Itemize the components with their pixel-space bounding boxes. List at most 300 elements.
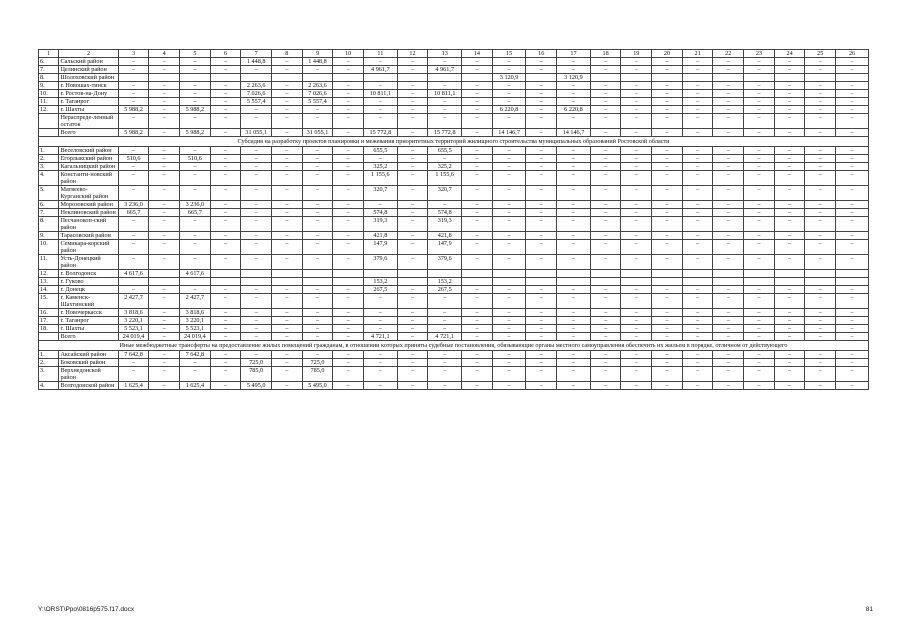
value-cell: – xyxy=(836,325,869,333)
value-cell: – xyxy=(621,129,652,137)
value-cell: 655,5 xyxy=(363,147,397,155)
value-cell: – xyxy=(744,351,775,359)
value-cell: – xyxy=(492,286,526,294)
value-cell: 2 427,7 xyxy=(180,294,211,309)
value-cell: – xyxy=(652,209,683,217)
value-cell: – xyxy=(149,255,180,270)
value-cell: – xyxy=(805,114,836,129)
territory-name: г. Новочеркасск xyxy=(59,309,118,317)
value-cell: 7 026,6 xyxy=(302,90,333,98)
value-cell: 1 155,6 xyxy=(428,171,462,186)
value-cell: – xyxy=(210,359,241,367)
value-cell: – xyxy=(590,155,621,163)
value-cell: 5 988,2 xyxy=(118,106,149,114)
value-cell: – xyxy=(652,90,683,98)
column-number: 19 xyxy=(621,50,652,58)
value-cell: – xyxy=(621,359,652,367)
value-cell: – xyxy=(363,382,397,390)
value-cell: – xyxy=(210,333,241,341)
value-cell: – xyxy=(363,359,397,367)
value-cell xyxy=(180,278,211,286)
value-cell: – xyxy=(272,201,303,209)
value-cell: – xyxy=(333,98,364,106)
territory-name: Сальский район xyxy=(59,58,118,66)
value-cell: – xyxy=(272,367,303,382)
value-cell: – xyxy=(272,186,303,201)
territory-name: г. Новошах-тинск xyxy=(59,82,118,90)
value-cell: 725,0 xyxy=(302,359,333,367)
value-cell: – xyxy=(210,82,241,90)
value-cell: – xyxy=(241,294,272,309)
value-cell: – xyxy=(652,58,683,66)
value-cell: – xyxy=(526,163,557,171)
value-cell: – xyxy=(462,90,493,98)
value-cell: – xyxy=(210,240,241,255)
value-cell: – xyxy=(621,98,652,106)
value-cell: – xyxy=(272,155,303,163)
value-cell: – xyxy=(492,82,526,90)
value-cell: – xyxy=(462,359,493,367)
value-cell: – xyxy=(526,286,557,294)
value-cell: – xyxy=(713,129,744,137)
value-cell: – xyxy=(774,114,805,129)
value-cell: – xyxy=(713,90,744,98)
value-cell: 14 146,7 xyxy=(557,129,591,137)
value-cell: – xyxy=(774,325,805,333)
value-cell: – xyxy=(557,58,591,66)
value-cell: 153,2 xyxy=(428,278,462,286)
value-cell: – xyxy=(805,286,836,294)
value-cell: – xyxy=(428,82,462,90)
territory-name: г. Ростов-на-Дону xyxy=(59,90,118,98)
value-cell: – xyxy=(397,82,428,90)
value-cell: 1 448,8 xyxy=(302,58,333,66)
value-cell xyxy=(272,270,303,278)
value-cell: – xyxy=(652,155,683,163)
column-number: 16 xyxy=(526,50,557,58)
value-cell: – xyxy=(397,325,428,333)
value-cell: – xyxy=(397,286,428,294)
value-cell: – xyxy=(621,171,652,186)
value-cell: – xyxy=(397,98,428,106)
value-cell: – xyxy=(744,58,775,66)
value-cell: – xyxy=(397,66,428,74)
value-cell: – xyxy=(713,325,744,333)
value-cell xyxy=(428,270,462,278)
value-cell: 421,8 xyxy=(428,232,462,240)
value-cell: – xyxy=(557,382,591,390)
value-cell: 665,7 xyxy=(118,209,149,217)
value-cell: – xyxy=(397,317,428,325)
value-cell: – xyxy=(180,217,211,232)
value-cell: – xyxy=(149,209,180,217)
value-cell: 7 026,6 xyxy=(241,90,272,98)
value-cell: 7 642,8 xyxy=(118,351,149,359)
value-cell: – xyxy=(526,114,557,129)
value-cell: – xyxy=(836,286,869,294)
value-cell: – xyxy=(682,129,713,137)
value-cell: – xyxy=(526,82,557,90)
value-cell xyxy=(774,270,805,278)
value-cell: – xyxy=(774,232,805,240)
row-number: 6. xyxy=(39,58,59,66)
value-cell: – xyxy=(836,240,869,255)
value-cell: – xyxy=(652,163,683,171)
value-cell: – xyxy=(272,66,303,74)
value-cell: – xyxy=(805,171,836,186)
value-cell: – xyxy=(118,114,149,129)
value-cell: – xyxy=(180,98,211,106)
value-cell: – xyxy=(149,186,180,201)
value-cell: – xyxy=(526,66,557,74)
value-cell: – xyxy=(713,201,744,209)
row-number: 1. xyxy=(39,351,59,359)
value-cell: – xyxy=(526,325,557,333)
table-row xyxy=(39,367,869,382)
value-cell: – xyxy=(836,66,869,74)
value-cell: – xyxy=(210,286,241,294)
value-cell: – xyxy=(397,163,428,171)
value-cell: – xyxy=(713,66,744,74)
value-cell: – xyxy=(774,82,805,90)
value-cell: – xyxy=(557,147,591,155)
value-cell: – xyxy=(713,171,744,186)
value-cell: – xyxy=(302,232,333,240)
value-cell: – xyxy=(621,186,652,201)
value-cell: – xyxy=(557,98,591,106)
value-cell: – xyxy=(272,333,303,341)
value-cell: – xyxy=(241,255,272,270)
file-path: Y:\ORST\Ppo\0816p575.f17.docx xyxy=(38,606,135,613)
value-cell: – xyxy=(652,82,683,90)
value-cell: – xyxy=(118,163,149,171)
value-cell: – xyxy=(744,367,775,382)
value-cell: – xyxy=(590,232,621,240)
value-cell: – xyxy=(805,240,836,255)
value-cell: 6 220,8 xyxy=(557,106,591,114)
column-number: 4 xyxy=(149,50,180,58)
territory-name: Усть-Донецкий район xyxy=(59,255,118,270)
value-cell: – xyxy=(526,201,557,209)
value-cell: – xyxy=(621,351,652,359)
value-cell: – xyxy=(210,317,241,325)
value-cell: – xyxy=(774,129,805,137)
row-number xyxy=(39,333,59,341)
value-cell: – xyxy=(744,255,775,270)
value-cell xyxy=(302,74,333,82)
value-cell: – xyxy=(744,232,775,240)
value-cell xyxy=(652,278,683,286)
table-row xyxy=(39,270,869,278)
value-cell: – xyxy=(241,217,272,232)
value-cell: – xyxy=(149,367,180,382)
value-cell: – xyxy=(210,58,241,66)
value-cell: – xyxy=(302,217,333,232)
value-cell: – xyxy=(149,294,180,309)
value-cell: – xyxy=(805,155,836,163)
value-cell: – xyxy=(774,255,805,270)
value-cell: – xyxy=(118,240,149,255)
value-cell: – xyxy=(652,382,683,390)
value-cell: – xyxy=(363,106,397,114)
value-cell: – xyxy=(652,317,683,325)
value-cell: – xyxy=(241,155,272,163)
table-row xyxy=(39,240,869,255)
table-row xyxy=(39,82,869,90)
value-cell: – xyxy=(210,186,241,201)
row-number: 7. xyxy=(39,209,59,217)
value-cell: – xyxy=(621,333,652,341)
value-cell: – xyxy=(302,325,333,333)
territory-name: Всего xyxy=(59,129,118,137)
value-cell: 3 120,9 xyxy=(557,74,591,82)
value-cell: – xyxy=(590,325,621,333)
value-cell: – xyxy=(621,240,652,255)
value-cell xyxy=(774,278,805,286)
column-number-row xyxy=(39,50,869,58)
value-cell: – xyxy=(805,98,836,106)
value-cell: – xyxy=(241,240,272,255)
value-cell: – xyxy=(652,201,683,209)
value-cell: – xyxy=(805,147,836,155)
value-cell: – xyxy=(774,98,805,106)
value-cell: – xyxy=(526,333,557,341)
value-cell: – xyxy=(744,201,775,209)
value-cell: – xyxy=(333,286,364,294)
value-cell: – xyxy=(272,58,303,66)
value-cell xyxy=(302,278,333,286)
value-cell: – xyxy=(557,232,591,240)
value-cell: – xyxy=(836,155,869,163)
value-cell: – xyxy=(652,325,683,333)
value-cell: – xyxy=(333,147,364,155)
value-cell: – xyxy=(682,82,713,90)
value-cell: – xyxy=(557,90,591,98)
value-cell: – xyxy=(744,317,775,325)
value-cell: – xyxy=(805,66,836,74)
value-cell: – xyxy=(180,82,211,90)
value-cell: – xyxy=(462,163,493,171)
value-cell: – xyxy=(397,186,428,201)
value-cell: – xyxy=(149,240,180,255)
territory-name: Константи-новский район xyxy=(59,171,118,186)
territory-name: Морозовский район xyxy=(59,201,118,209)
value-cell: – xyxy=(241,147,272,155)
table-row xyxy=(39,351,869,359)
value-cell: – xyxy=(774,58,805,66)
value-cell: – xyxy=(805,106,836,114)
value-cell xyxy=(272,278,303,286)
value-cell: – xyxy=(492,351,526,359)
territory-name: г. Каменск-Шахтинский xyxy=(59,294,118,309)
row-number xyxy=(39,129,59,137)
value-cell: – xyxy=(526,217,557,232)
value-cell: – xyxy=(713,333,744,341)
row-number: 7. xyxy=(39,66,59,74)
value-cell: 31 055,1 xyxy=(302,129,333,137)
table-row xyxy=(39,163,869,171)
value-cell: – xyxy=(621,155,652,163)
value-cell xyxy=(526,278,557,286)
value-cell: 6 220,8 xyxy=(492,106,526,114)
value-cell: – xyxy=(492,90,526,98)
table-row xyxy=(39,98,869,106)
value-cell: 10 811,1 xyxy=(428,90,462,98)
value-cell: – xyxy=(621,201,652,209)
value-cell: – xyxy=(118,217,149,232)
value-cell: – xyxy=(180,255,211,270)
value-cell: – xyxy=(210,155,241,163)
table-row xyxy=(39,106,869,114)
value-cell: 319,3 xyxy=(428,217,462,232)
value-cell: – xyxy=(805,333,836,341)
value-cell: – xyxy=(682,209,713,217)
value-cell: – xyxy=(363,367,397,382)
table-row xyxy=(39,317,869,325)
value-cell: – xyxy=(682,325,713,333)
value-cell: – xyxy=(462,147,493,155)
territory-name: Матвеево-Курганский район xyxy=(59,186,118,201)
value-cell xyxy=(836,278,869,286)
value-cell: 15 772,8 xyxy=(363,129,397,137)
section-heading: Иные межбюджетные трансферты на предоставление жилых помещений гражданам, в отношении которых приняты судебные постановления, обязывающие органы местного самоуправления обеспечить их жильем в порядке, отличном от действующего xyxy=(39,341,869,351)
value-cell: – xyxy=(744,82,775,90)
value-cell: – xyxy=(180,171,211,186)
value-cell: – xyxy=(272,82,303,90)
value-cell xyxy=(805,278,836,286)
value-cell: – xyxy=(302,240,333,255)
value-cell: – xyxy=(149,359,180,367)
value-cell: – xyxy=(836,171,869,186)
value-cell: – xyxy=(302,317,333,325)
value-cell: – xyxy=(805,367,836,382)
value-cell: – xyxy=(180,240,211,255)
value-cell: – xyxy=(526,106,557,114)
value-cell: – xyxy=(774,147,805,155)
value-cell: – xyxy=(397,171,428,186)
value-cell xyxy=(397,278,428,286)
value-cell: – xyxy=(241,114,272,129)
value-cell xyxy=(363,74,397,82)
value-cell: – xyxy=(836,58,869,66)
value-cell: – xyxy=(652,367,683,382)
value-cell: – xyxy=(713,217,744,232)
row-number: 10. xyxy=(39,90,59,98)
value-cell: – xyxy=(590,98,621,106)
value-cell: 325,2 xyxy=(428,163,462,171)
value-cell: – xyxy=(557,240,591,255)
value-cell: 421,8 xyxy=(363,232,397,240)
value-cell: – xyxy=(713,209,744,217)
value-cell: – xyxy=(462,171,493,186)
table-row xyxy=(39,325,869,333)
value-cell: – xyxy=(397,155,428,163)
table-row xyxy=(39,155,869,163)
value-cell: – xyxy=(682,217,713,232)
value-cell: – xyxy=(272,294,303,309)
row-number: 5. xyxy=(39,186,59,201)
territory-name: Тарасовский район xyxy=(59,232,118,240)
value-cell: – xyxy=(428,58,462,66)
value-cell: – xyxy=(557,286,591,294)
value-cell: – xyxy=(836,294,869,309)
value-cell: 5 988,2 xyxy=(118,129,149,137)
value-cell: – xyxy=(272,171,303,186)
value-cell xyxy=(241,278,272,286)
value-cell: – xyxy=(462,286,493,294)
table-row xyxy=(39,66,869,74)
value-cell: 5 557,4 xyxy=(241,98,272,106)
value-cell: – xyxy=(149,351,180,359)
value-cell: – xyxy=(836,367,869,382)
value-cell: 3 120,9 xyxy=(492,74,526,82)
value-cell: – xyxy=(590,129,621,137)
value-cell: – xyxy=(836,186,869,201)
value-cell: – xyxy=(180,286,211,294)
value-cell xyxy=(621,278,652,286)
value-cell: – xyxy=(149,382,180,390)
value-cell: – xyxy=(210,382,241,390)
value-cell: – xyxy=(210,106,241,114)
value-cell: – xyxy=(621,163,652,171)
value-cell: – xyxy=(118,359,149,367)
value-cell: – xyxy=(805,82,836,90)
value-cell: – xyxy=(462,217,493,232)
value-cell: 5 523,1 xyxy=(118,325,149,333)
value-cell: – xyxy=(652,98,683,106)
value-cell: – xyxy=(272,286,303,294)
value-cell: – xyxy=(363,351,397,359)
value-cell: – xyxy=(557,171,591,186)
value-cell: – xyxy=(210,66,241,74)
value-cell: – xyxy=(652,171,683,186)
value-cell: – xyxy=(462,309,493,317)
territory-name: Нераспреде-ленный остаток xyxy=(59,114,118,129)
value-cell: – xyxy=(652,351,683,359)
row-number: 1. xyxy=(39,147,59,155)
value-cell: – xyxy=(272,382,303,390)
value-cell: – xyxy=(363,325,397,333)
value-cell: – xyxy=(241,333,272,341)
value-cell xyxy=(149,74,180,82)
value-cell: – xyxy=(428,114,462,129)
value-cell: – xyxy=(462,240,493,255)
value-cell: – xyxy=(713,351,744,359)
value-cell: – xyxy=(492,201,526,209)
territory-name: Верхнедонской район xyxy=(59,367,118,382)
value-cell: 7 642,8 xyxy=(180,351,211,359)
value-cell: – xyxy=(363,114,397,129)
value-cell xyxy=(713,74,744,82)
territory-name: Песчанокоп-ский район xyxy=(59,217,118,232)
value-cell: – xyxy=(241,232,272,240)
value-cell: – xyxy=(241,186,272,201)
value-cell: – xyxy=(333,317,364,325)
value-cell: – xyxy=(149,90,180,98)
value-cell: – xyxy=(805,163,836,171)
value-cell xyxy=(652,270,683,278)
value-cell: 5 988,2 xyxy=(180,106,211,114)
value-cell: – xyxy=(149,82,180,90)
value-cell: – xyxy=(590,294,621,309)
territory-name: Семикара-корский район xyxy=(59,240,118,255)
value-cell: – xyxy=(462,382,493,390)
value-cell: – xyxy=(774,367,805,382)
value-cell: – xyxy=(397,209,428,217)
value-cell: 319,3 xyxy=(363,217,397,232)
table-row xyxy=(39,74,869,82)
value-cell: 320,7 xyxy=(363,186,397,201)
